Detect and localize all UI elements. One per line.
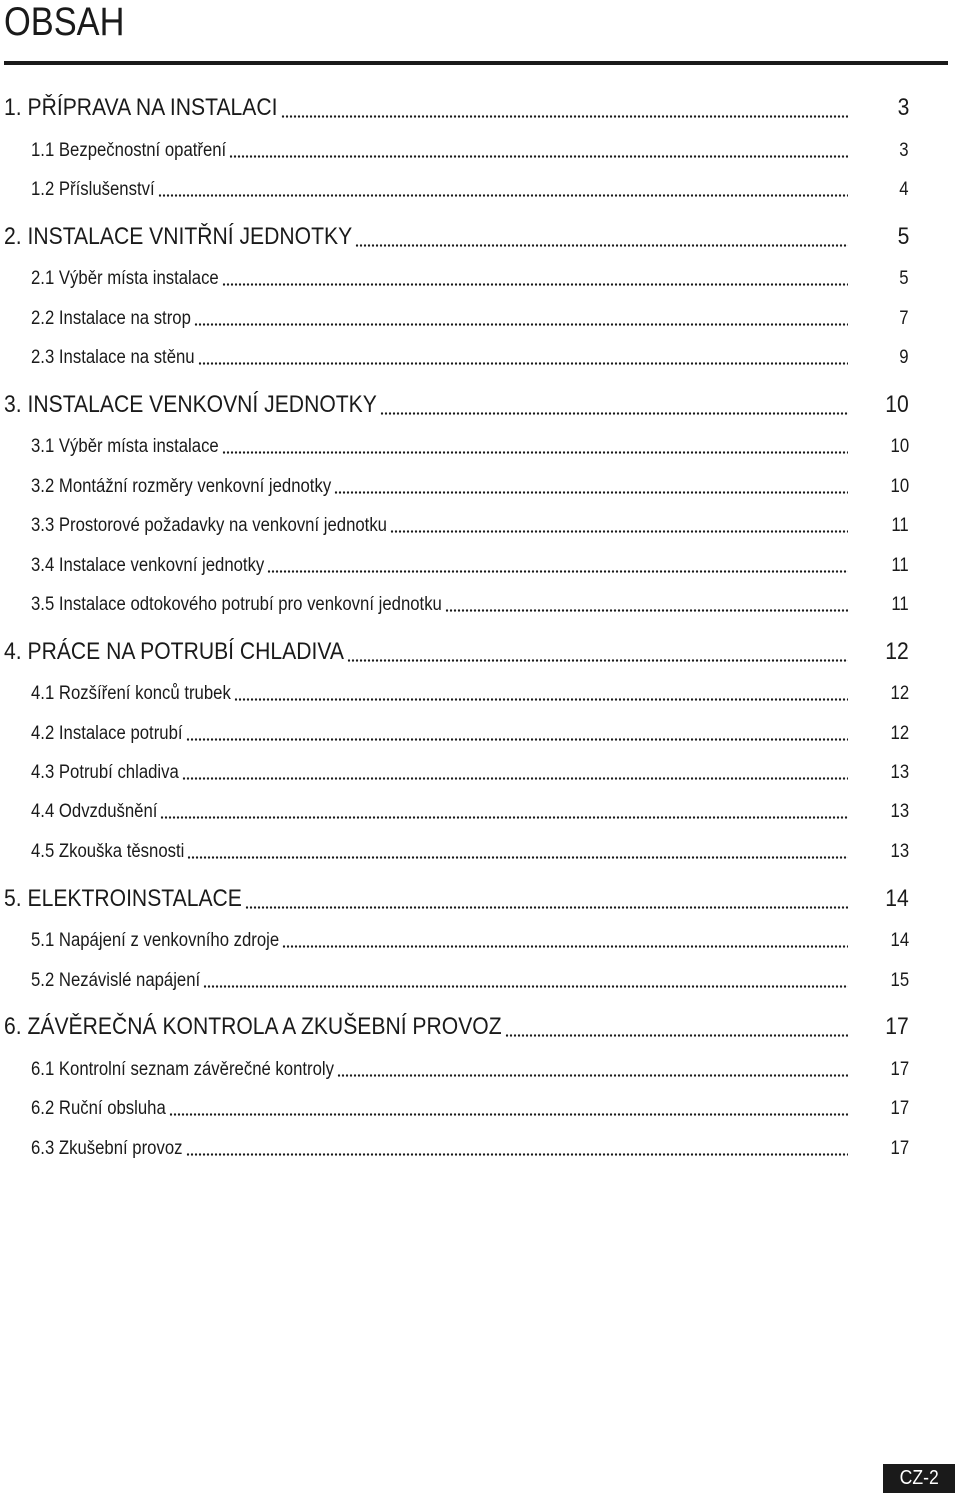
title-divider [4,61,948,65]
toc-entry[interactable] [0,590,960,620]
toc-entry-page-number: 13 [890,801,909,822]
toc-dot-leader [245,906,848,909]
toc-entry-page-number: 10 [890,436,909,457]
toc-entry-page-number: 9 [899,347,909,368]
toc-entry-page-number: 5 [899,268,909,289]
toc-dot-leader [158,194,848,197]
toc-entry-page-number: 10 [885,391,909,418]
toc-entry[interactable] [0,175,960,205]
page-number-badge [883,1464,955,1493]
toc-dot-leader [222,451,848,454]
toc-entry-label: 4.2 Instalace potrubí [31,723,183,744]
toc-entry[interactable] [0,393,960,423]
toc-entry-page-number: 11 [891,555,909,576]
page-number-label: CZ-2 [899,1467,939,1489]
toc-entry[interactable] [0,136,960,166]
toc-entry-page-number: 12 [890,723,909,744]
toc-entry-label: 4. PRÁCE NA POTRUBÍ CHLADIVA [4,638,344,665]
toc-entry-label: 3.2 Montážní rozměry venkovní jednotky [31,476,332,497]
toc-entry-page-number: 17 [890,1138,909,1159]
toc-entry[interactable] [0,837,960,867]
toc-entry[interactable] [0,225,960,255]
toc-entry[interactable] [0,797,960,827]
toc-entry-page-number: 4 [899,179,909,200]
toc-dot-leader [198,362,848,365]
toc-entry-label: 1. PŘÍPRAVA NA INSTALACI [4,94,278,121]
toc-entry-label: 5. ELEKTROINSTALACE [4,885,242,912]
toc-dot-leader [281,115,849,118]
toc-dot-leader [194,323,848,326]
toc-entry[interactable] [0,343,960,373]
toc-dot-leader [203,985,848,988]
toc-entry-page-number: 3 [899,140,909,161]
toc-dot-leader [355,244,848,247]
toc-entry-page-number: 12 [890,683,909,704]
toc-entry-label: 4.5 Zkouška těsnosti [31,841,185,862]
toc-entry-label: 3. INSTALACE VENKOVNÍ JEDNOTKY [4,391,377,418]
toc-entry[interactable] [0,511,960,541]
toc-entry-label: 5.2 Nezávislé napájení [31,970,201,991]
toc-entry-label: 6.3 Zkušební provoz [31,1138,183,1159]
toc-dot-leader [380,412,848,415]
toc-entry-page-number: 10 [890,476,909,497]
toc-entry-page-number: 12 [885,638,909,665]
toc-entry[interactable] [0,758,960,788]
toc-entry-page-number: 17 [890,1098,909,1119]
toc-entry[interactable] [0,640,960,670]
toc-dot-leader [229,155,848,158]
toc-entry[interactable] [0,887,960,917]
toc-entry[interactable] [0,679,960,709]
toc-entry-page-number: 13 [890,762,909,783]
toc-dot-leader [390,530,848,533]
toc-entry[interactable] [0,926,960,956]
toc-dot-leader [267,570,848,573]
toc-entry-label: 3.5 Instalace odtokového potrubí pro venkovní jednotku [31,594,442,615]
toc-entry[interactable] [0,472,960,502]
toc-entry-label: 4.4 Odvzdušnění [31,801,158,822]
toc-dot-leader [282,945,848,948]
toc-entry-page-number: 15 [890,970,909,991]
toc-entry[interactable] [0,1134,960,1164]
toc-entry[interactable] [0,96,960,126]
toc-entry-page-number: 5 [897,223,909,250]
toc-entry[interactable] [0,551,960,581]
toc-entry-page-number: 7 [899,308,909,329]
toc-entry-page-number: 14 [890,930,909,951]
toc-entry-label: 2.3 Instalace na stěnu [31,347,195,368]
toc-entry-page-number: 17 [890,1059,909,1080]
toc-entry-label: 6. ZÁVĚREČNÁ KONTROLA A ZKUŠEBNÍ PROVOZ [4,1013,502,1040]
toc-dot-leader [337,1074,848,1077]
toc-entry-label: 2.1 Výběr místa instalace [31,268,219,289]
toc-entry-label: 6.1 Kontrolní seznam závěrečné kontroly [31,1059,334,1080]
toc-dot-leader [334,491,848,494]
toc-entry[interactable] [0,1094,960,1124]
toc-dot-leader [186,738,848,741]
toc-dot-leader [160,816,848,819]
toc-entry-label: 2.2 Instalace na strop [31,308,191,329]
toc-dot-leader [186,1153,849,1156]
toc-dot-leader [169,1113,848,1116]
toc-entry-page-number: 11 [891,515,909,536]
toc-entry-label: 4.1 Rozšíření konců trubek [31,683,231,704]
toc-entry-label: 1.2 Příslušenství [31,179,155,200]
toc-entry-label: 4.3 Potrubí chladiva [31,762,179,783]
toc-entry-page-number: 14 [885,885,909,912]
toc-entry-page-number: 3 [897,94,909,121]
toc-dot-leader [234,698,848,701]
toc-entry-label: 6.2 Ruční obsluha [31,1098,166,1119]
page-title: OBSAH [4,0,125,44]
toc-entry[interactable] [0,719,960,749]
toc-entry-label: 3.4 Instalace venkovní jednotky [31,555,265,576]
toc-entry-label: 3.1 Výběr místa instalace [31,436,219,457]
toc-entry[interactable] [0,264,960,294]
toc-dot-leader [182,777,848,780]
toc-dot-leader [445,609,848,612]
toc-entry[interactable] [0,304,960,334]
toc-entry[interactable] [0,1055,960,1085]
toc-entry-page-number: 13 [890,841,909,862]
toc-entry-label: 2. INSTALACE VNITŘNÍ JEDNOTKY [4,223,353,250]
toc-dot-leader [505,1034,848,1037]
toc-entry[interactable] [0,966,960,996]
toc-entry-page-number: 17 [885,1013,909,1040]
toc-dot-leader [347,659,848,662]
toc-entry-page-number: 11 [891,594,909,615]
toc-dot-leader [222,283,848,286]
toc-entry[interactable] [0,432,960,462]
toc-entry-label: 3.3 Prostorové požadavky na venkovní jednotku [31,515,387,536]
toc-entry[interactable] [0,1015,960,1045]
toc-entry-label: 1.1 Bezpečnostní opatření [31,140,227,161]
toc-dot-leader [187,856,848,859]
toc-entry-label: 5.1 Napájení z venkovního zdroje [31,930,280,951]
